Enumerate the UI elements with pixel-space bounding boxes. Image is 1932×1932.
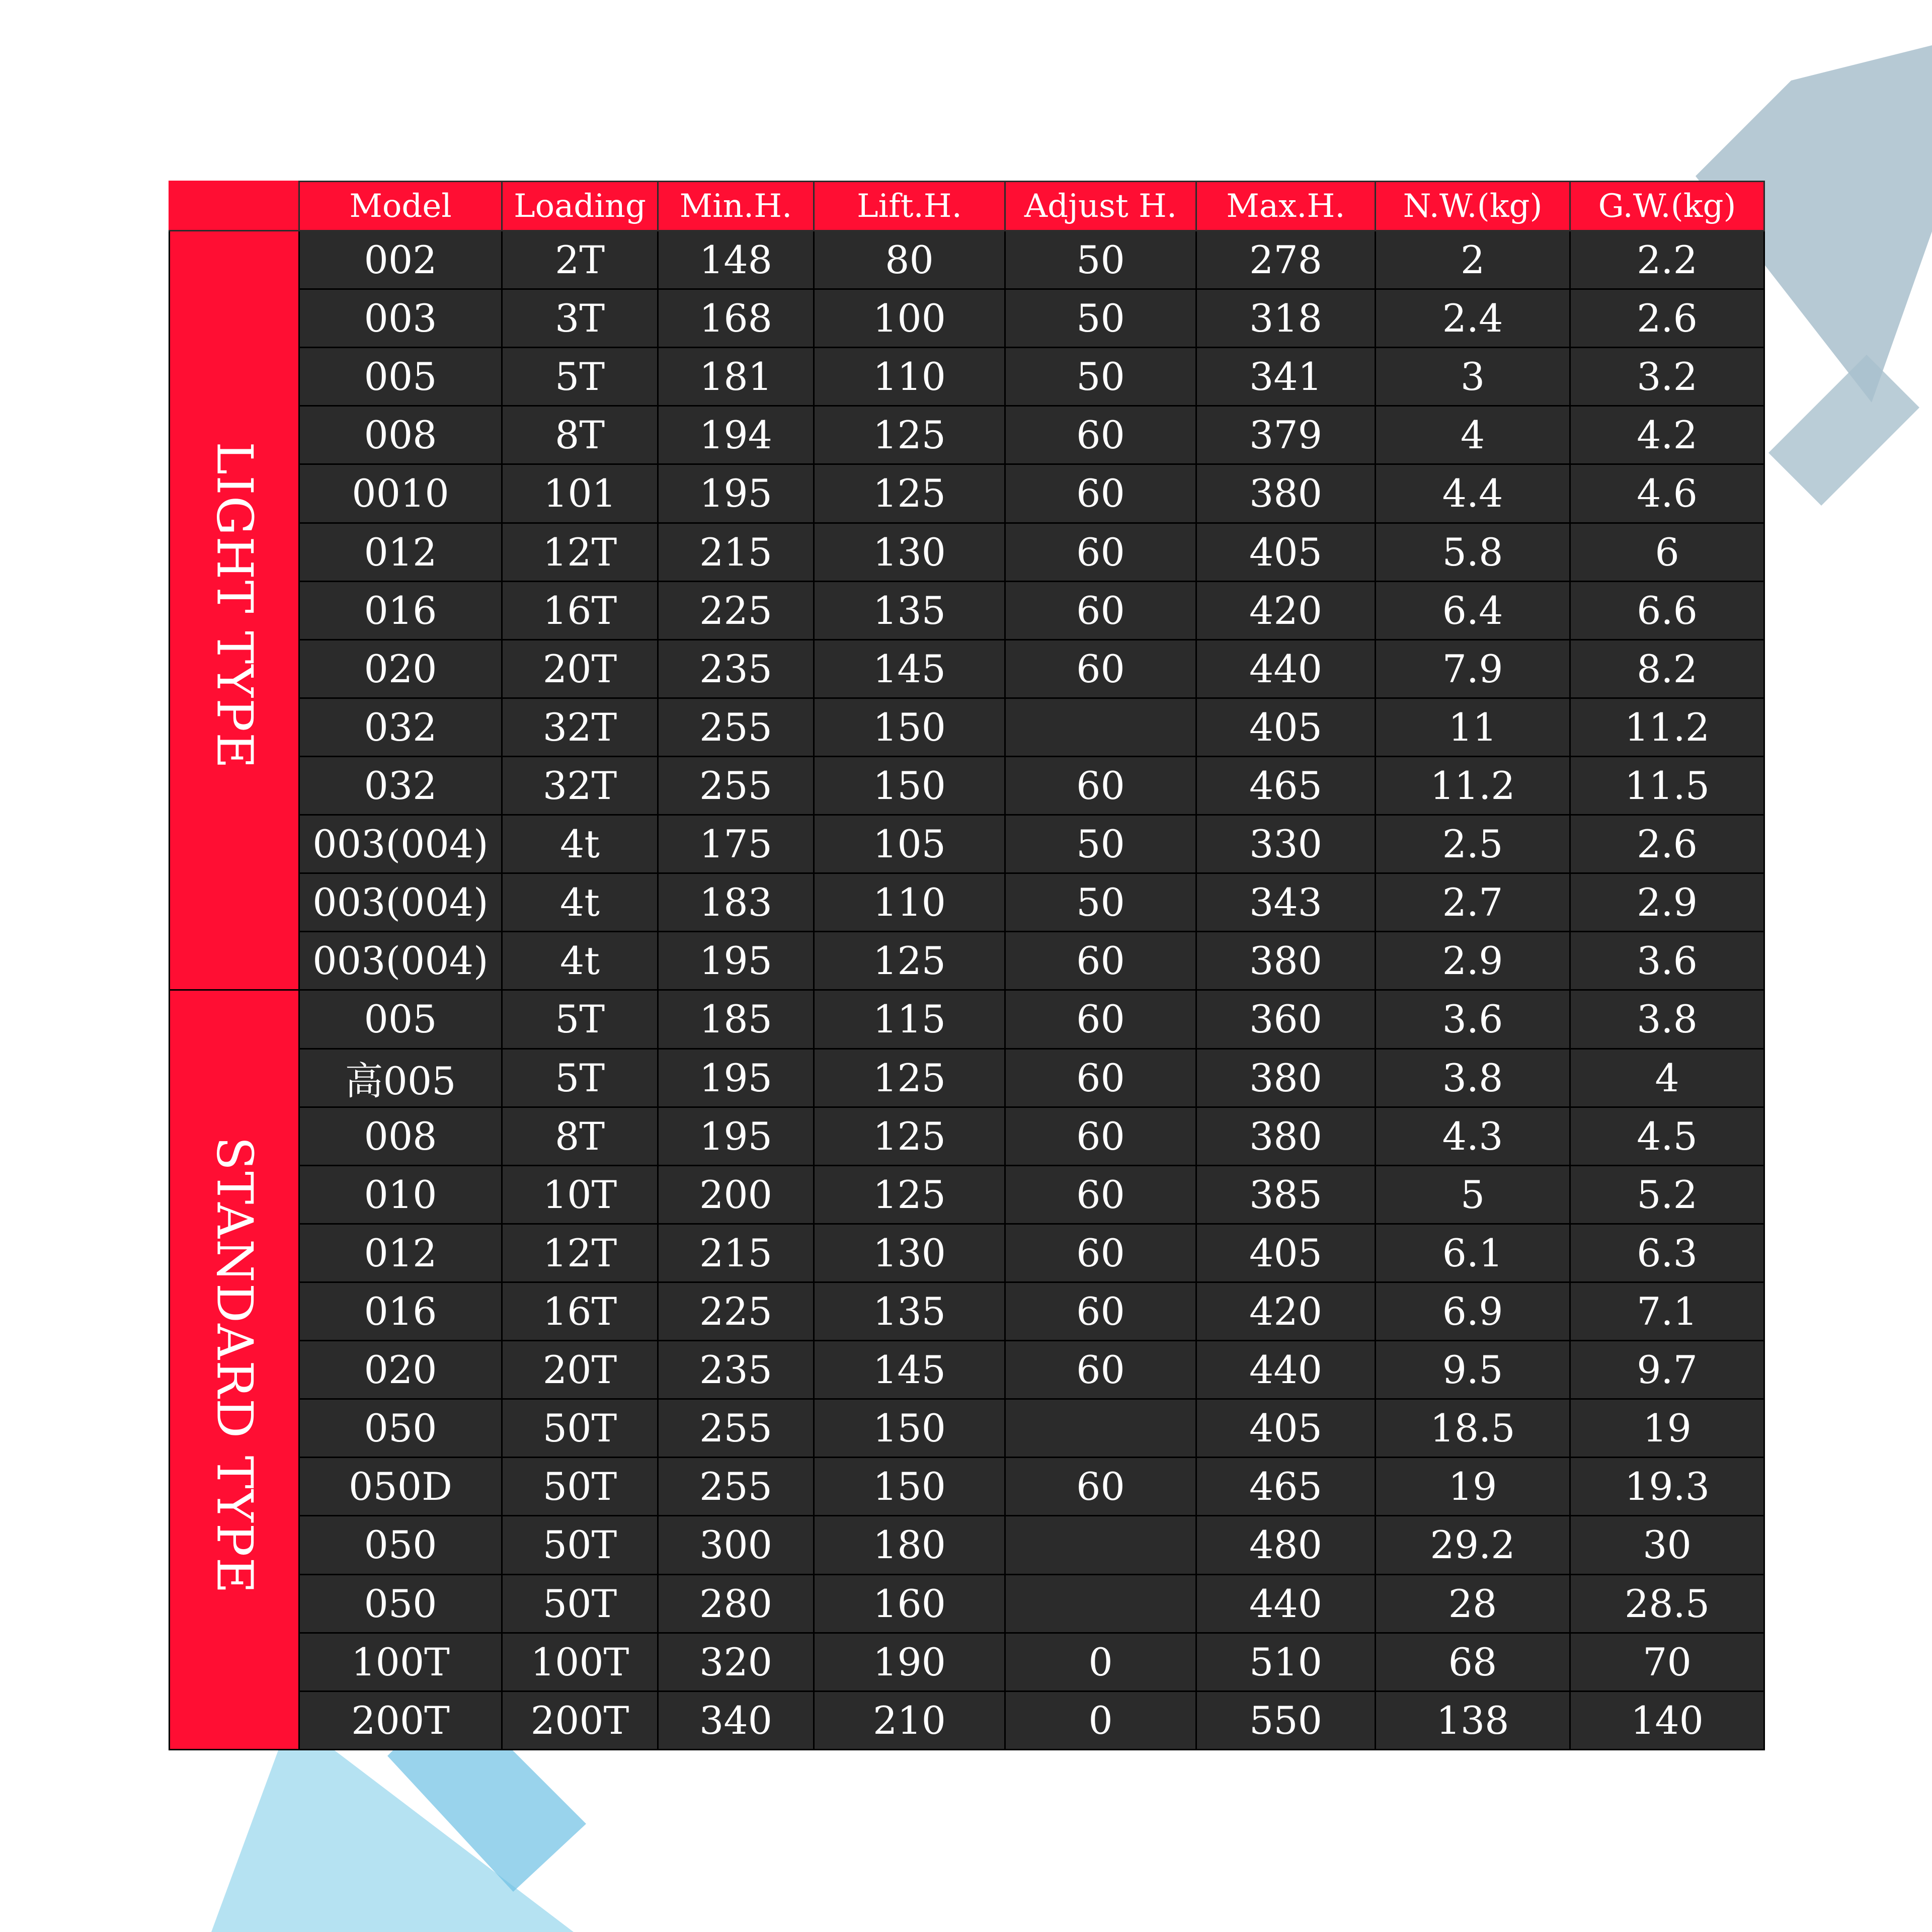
- cell-model: 002: [299, 231, 502, 289]
- cell-model: 高005: [299, 1049, 502, 1107]
- cell-adjust-height: 50: [1005, 289, 1196, 348]
- cell-loading: 12T: [502, 1224, 658, 1282]
- cell-min-height: 168: [658, 289, 814, 348]
- cell-net-weight: 6.1: [1376, 1224, 1570, 1282]
- header-corner: [170, 182, 299, 231]
- cell-max-height: 405: [1196, 698, 1376, 756]
- cell-adjust-height: 60: [1005, 1282, 1196, 1340]
- table-row: [170, 1049, 1764, 1107]
- cell-gross-weight: 6.6: [1570, 581, 1764, 639]
- cell-loading: 20T: [502, 1341, 658, 1399]
- cell-gross-weight: 8.2: [1570, 639, 1764, 698]
- table-row: [170, 1165, 1764, 1224]
- cell-lift-height: 135: [814, 1282, 1005, 1340]
- cell-adjust-height: 60: [1005, 464, 1196, 523]
- header-model: Model: [299, 182, 502, 231]
- cell-adjust-height: 60: [1005, 1458, 1196, 1516]
- cell-lift-height: 145: [814, 1341, 1005, 1399]
- cell-loading: 16T: [502, 1282, 658, 1340]
- cell-net-weight: 9.5: [1376, 1341, 1570, 1399]
- cell-loading: 20T: [502, 639, 658, 698]
- cell-model: 050: [299, 1399, 502, 1458]
- cell-adjust-height: 60: [1005, 523, 1196, 581]
- table-row: [170, 406, 1764, 464]
- cell-adjust-height: 0: [1005, 1633, 1196, 1691]
- header-loading: Loading: [502, 182, 658, 231]
- cell-loading: 8T: [502, 406, 658, 464]
- cell-adjust-height: [1005, 1516, 1196, 1574]
- cell-net-weight: 11: [1376, 698, 1570, 756]
- cell-lift-height: 115: [814, 990, 1005, 1049]
- table-row: [170, 1691, 1764, 1749]
- table-row: [170, 1282, 1764, 1340]
- cell-net-weight: 2.4: [1376, 289, 1570, 348]
- cell-lift-height: 145: [814, 639, 1005, 698]
- cell-model: 005: [299, 348, 502, 406]
- cell-model: 003(004): [299, 873, 502, 932]
- cell-loading: 32T: [502, 756, 658, 815]
- cell-model: 100T: [299, 1633, 502, 1691]
- cell-lift-height: 100: [814, 289, 1005, 348]
- table-row: [170, 1516, 1764, 1574]
- cell-net-weight: 6.4: [1376, 581, 1570, 639]
- table-row: [170, 1341, 1764, 1399]
- cell-net-weight: 4.3: [1376, 1107, 1570, 1165]
- cell-gross-weight: 11.2: [1570, 698, 1764, 756]
- cell-max-height: 278: [1196, 231, 1376, 289]
- cell-max-height: 405: [1196, 1399, 1376, 1458]
- cell-gross-weight: 28.5: [1570, 1574, 1764, 1633]
- cell-net-weight: 28: [1376, 1574, 1570, 1633]
- cell-min-height: 194: [658, 406, 814, 464]
- cell-model: 012: [299, 1224, 502, 1282]
- header-min-height: Min.H.: [658, 182, 814, 231]
- cell-model: 050: [299, 1516, 502, 1574]
- cell-net-weight: 2.5: [1376, 815, 1570, 873]
- cell-gross-weight: 3.8: [1570, 990, 1764, 1049]
- cell-lift-height: 210: [814, 1691, 1005, 1749]
- cell-min-height: 200: [658, 1165, 814, 1224]
- specification-table: [169, 181, 1765, 1750]
- cell-lift-height: 125: [814, 932, 1005, 990]
- cell-model: 050D: [299, 1458, 502, 1516]
- cell-loading: 4t: [502, 873, 658, 932]
- cell-net-weight: 5.8: [1376, 523, 1570, 581]
- cell-min-height: 215: [658, 523, 814, 581]
- cell-gross-weight: 4.6: [1570, 464, 1764, 523]
- cell-adjust-height: 60: [1005, 1224, 1196, 1282]
- cell-max-height: 420: [1196, 1282, 1376, 1340]
- cell-loading: 50T: [502, 1574, 658, 1633]
- cell-max-height: 510: [1196, 1633, 1376, 1691]
- cell-gross-weight: 2.9: [1570, 873, 1764, 932]
- cell-gross-weight: 6.3: [1570, 1224, 1764, 1282]
- cell-lift-height: 110: [814, 873, 1005, 932]
- cell-gross-weight: 4.5: [1570, 1107, 1764, 1165]
- cell-max-height: 385: [1196, 1165, 1376, 1224]
- cell-adjust-height: 60: [1005, 1165, 1196, 1224]
- cell-min-height: 185: [658, 990, 814, 1049]
- cell-lift-height: 180: [814, 1516, 1005, 1574]
- cell-adjust-height: 50: [1005, 815, 1196, 873]
- cell-gross-weight: 11.5: [1570, 756, 1764, 815]
- cell-loading: 12T: [502, 523, 658, 581]
- cell-loading: 50T: [502, 1458, 658, 1516]
- cell-model: 032: [299, 756, 502, 815]
- cell-lift-height: 190: [814, 1633, 1005, 1691]
- cell-model: 020: [299, 639, 502, 698]
- cell-gross-weight: 30: [1570, 1516, 1764, 1574]
- cell-model: 003(004): [299, 932, 502, 990]
- cell-gross-weight: 140: [1570, 1691, 1764, 1749]
- cell-lift-height: 125: [814, 464, 1005, 523]
- cell-adjust-height: 50: [1005, 231, 1196, 289]
- cell-lift-height: 110: [814, 348, 1005, 406]
- cell-net-weight: 138: [1376, 1691, 1570, 1749]
- cell-max-height: 380: [1196, 932, 1376, 990]
- cell-loading: 4t: [502, 815, 658, 873]
- cell-net-weight: 2.9: [1376, 932, 1570, 990]
- header-lift-height: Lift.H.: [814, 182, 1005, 231]
- cell-loading: 4t: [502, 932, 658, 990]
- cell-model: 016: [299, 581, 502, 639]
- cell-model: 0010: [299, 464, 502, 523]
- cell-gross-weight: 7.1: [1570, 1282, 1764, 1340]
- cell-net-weight: 7.9: [1376, 639, 1570, 698]
- cell-net-weight: 3.8: [1376, 1049, 1570, 1107]
- cell-lift-height: 125: [814, 1049, 1005, 1107]
- cell-gross-weight: 2.6: [1570, 815, 1764, 873]
- cell-adjust-height: 60: [1005, 1049, 1196, 1107]
- cell-adjust-height: 50: [1005, 873, 1196, 932]
- table-row: [170, 873, 1764, 932]
- cell-lift-height: 160: [814, 1574, 1005, 1633]
- cell-max-height: 405: [1196, 523, 1376, 581]
- cell-max-height: 341: [1196, 348, 1376, 406]
- cell-min-height: 235: [658, 639, 814, 698]
- cell-min-height: 280: [658, 1574, 814, 1633]
- table-row: [170, 1633, 1764, 1691]
- cell-loading: 16T: [502, 581, 658, 639]
- cell-adjust-height: 60: [1005, 932, 1196, 990]
- cell-min-height: 175: [658, 815, 814, 873]
- cell-lift-height: 125: [814, 406, 1005, 464]
- cell-adjust-height: 60: [1005, 756, 1196, 815]
- cell-max-height: 440: [1196, 1574, 1376, 1633]
- cell-loading: 100T: [502, 1633, 658, 1691]
- cell-loading: 3T: [502, 289, 658, 348]
- table-row: [170, 231, 1764, 289]
- cell-net-weight: 5: [1376, 1165, 1570, 1224]
- cell-adjust-height: [1005, 1399, 1196, 1458]
- cell-min-height: 340: [658, 1691, 814, 1749]
- cell-adjust-height: 0: [1005, 1691, 1196, 1749]
- table-row: [170, 815, 1764, 873]
- cell-min-height: 195: [658, 1049, 814, 1107]
- cell-max-height: 360: [1196, 990, 1376, 1049]
- cell-gross-weight: 9.7: [1570, 1341, 1764, 1399]
- table-body: [170, 231, 1764, 1750]
- cell-net-weight: 68: [1376, 1633, 1570, 1691]
- table-row: [170, 932, 1764, 990]
- cell-lift-height: 105: [814, 815, 1005, 873]
- cell-max-height: 440: [1196, 1341, 1376, 1399]
- header-gross-weight: G.W.(kg): [1570, 182, 1764, 231]
- cell-model: 016: [299, 1282, 502, 1340]
- cell-loading: 8T: [502, 1107, 658, 1165]
- cell-model: 010: [299, 1165, 502, 1224]
- cell-loading: 5T: [502, 990, 658, 1049]
- cell-min-height: 215: [658, 1224, 814, 1282]
- cell-net-weight: 3.6: [1376, 990, 1570, 1049]
- table-row: [170, 756, 1764, 815]
- cell-loading: 200T: [502, 1691, 658, 1749]
- table-row: [170, 698, 1764, 756]
- cell-max-height: 380: [1196, 1049, 1376, 1107]
- cell-lift-height: 125: [814, 1165, 1005, 1224]
- cell-max-height: 380: [1196, 1107, 1376, 1165]
- cell-max-height: 465: [1196, 1458, 1376, 1516]
- cell-model: 200T: [299, 1691, 502, 1749]
- cell-model: 003: [299, 289, 502, 348]
- cell-max-height: 330: [1196, 815, 1376, 873]
- cell-lift-height: 150: [814, 756, 1005, 815]
- cell-adjust-height: 60: [1005, 990, 1196, 1049]
- cell-gross-weight: 2.2: [1570, 231, 1764, 289]
- table-row: [170, 990, 1764, 1049]
- cell-max-height: 465: [1196, 756, 1376, 815]
- cell-min-height: 195: [658, 464, 814, 523]
- cell-max-height: 440: [1196, 639, 1376, 698]
- header-row: [170, 182, 1764, 231]
- cell-model: 020: [299, 1341, 502, 1399]
- cell-lift-height: 150: [814, 1399, 1005, 1458]
- cell-min-height: 225: [658, 581, 814, 639]
- cell-max-height: 343: [1196, 873, 1376, 932]
- cell-gross-weight: 19.3: [1570, 1458, 1764, 1516]
- cell-adjust-height: 60: [1005, 1341, 1196, 1399]
- cell-max-height: 380: [1196, 464, 1376, 523]
- cell-gross-weight: 70: [1570, 1633, 1764, 1691]
- cell-model: 032: [299, 698, 502, 756]
- table-row: [170, 639, 1764, 698]
- cell-lift-height: 135: [814, 581, 1005, 639]
- cell-net-weight: 6.9: [1376, 1282, 1570, 1340]
- cell-model: 003(004): [299, 815, 502, 873]
- cell-min-height: 195: [658, 1107, 814, 1165]
- group-label: LIGHT TYPE: [205, 442, 263, 770]
- cell-adjust-height: [1005, 698, 1196, 756]
- table-row: [170, 1224, 1764, 1282]
- group-cell: [170, 231, 299, 990]
- header-max-height: Max.H.: [1196, 182, 1376, 231]
- cell-net-weight: 2: [1376, 231, 1570, 289]
- table-row: [170, 464, 1764, 523]
- cell-loading: 5T: [502, 348, 658, 406]
- cell-gross-weight: 4: [1570, 1049, 1764, 1107]
- cell-lift-height: 80: [814, 231, 1005, 289]
- cell-loading: 32T: [502, 698, 658, 756]
- cell-loading: 2T: [502, 231, 658, 289]
- cell-loading: 101: [502, 464, 658, 523]
- cell-max-height: 405: [1196, 1224, 1376, 1282]
- cell-gross-weight: 19: [1570, 1399, 1764, 1458]
- cell-adjust-height: 60: [1005, 1107, 1196, 1165]
- cell-min-height: 255: [658, 1458, 814, 1516]
- cell-min-height: 195: [658, 932, 814, 990]
- cell-min-height: 183: [658, 873, 814, 932]
- table-row: [170, 1399, 1764, 1458]
- cell-gross-weight: 2.6: [1570, 289, 1764, 348]
- cell-min-height: 235: [658, 1341, 814, 1399]
- cell-min-height: 255: [658, 1399, 814, 1458]
- cell-min-height: 320: [658, 1633, 814, 1691]
- cell-net-weight: 3: [1376, 348, 1570, 406]
- cell-gross-weight: 3.2: [1570, 348, 1764, 406]
- cell-gross-weight: 4.2: [1570, 406, 1764, 464]
- cell-net-weight: 4.4: [1376, 464, 1570, 523]
- cell-max-height: 379: [1196, 406, 1376, 464]
- cell-gross-weight: 3.6: [1570, 932, 1764, 990]
- table-row: [170, 1458, 1764, 1516]
- cell-max-height: 420: [1196, 581, 1376, 639]
- cell-model: 005: [299, 990, 502, 1049]
- cell-loading: 50T: [502, 1399, 658, 1458]
- cell-net-weight: 11.2: [1376, 756, 1570, 815]
- cell-min-height: 181: [658, 348, 814, 406]
- table-row: [170, 289, 1764, 348]
- cell-min-height: 255: [658, 698, 814, 756]
- group-cell: [170, 990, 299, 1750]
- cell-net-weight: 2.7: [1376, 873, 1570, 932]
- cell-min-height: 225: [658, 1282, 814, 1340]
- cell-lift-height: 150: [814, 698, 1005, 756]
- cell-net-weight: 29.2: [1376, 1516, 1570, 1574]
- cell-max-height: 318: [1196, 289, 1376, 348]
- table-row: [170, 1574, 1764, 1633]
- cell-model: 008: [299, 1107, 502, 1165]
- cell-min-height: 148: [658, 231, 814, 289]
- cell-lift-height: 150: [814, 1458, 1005, 1516]
- cell-lift-height: 130: [814, 523, 1005, 581]
- table-row: [170, 348, 1764, 406]
- cell-model: 008: [299, 406, 502, 464]
- cell-loading: 50T: [502, 1516, 658, 1574]
- cell-net-weight: 18.5: [1376, 1399, 1570, 1458]
- cell-adjust-height: 60: [1005, 581, 1196, 639]
- cell-gross-weight: 6: [1570, 523, 1764, 581]
- cell-loading: 5T: [502, 1049, 658, 1107]
- cell-adjust-height: 60: [1005, 639, 1196, 698]
- cell-adjust-height: 60: [1005, 406, 1196, 464]
- cell-loading: 10T: [502, 1165, 658, 1224]
- cell-max-height: 550: [1196, 1691, 1376, 1749]
- cell-min-height: 255: [658, 756, 814, 815]
- header-adjust-height: Adjust H.: [1005, 182, 1196, 231]
- cell-model: 012: [299, 523, 502, 581]
- cell-max-height: 480: [1196, 1516, 1376, 1574]
- group-label: STANDARD TYPE: [205, 1136, 263, 1594]
- cell-net-weight: 4: [1376, 406, 1570, 464]
- cell-model: 050: [299, 1574, 502, 1633]
- cell-net-weight: 19: [1376, 1458, 1570, 1516]
- table-row: [170, 581, 1764, 639]
- deco-square-top-right: [1768, 355, 1919, 506]
- cell-lift-height: 130: [814, 1224, 1005, 1282]
- table-row: [170, 523, 1764, 581]
- cell-lift-height: 125: [814, 1107, 1005, 1165]
- table-row: [170, 1107, 1764, 1165]
- cell-min-height: 300: [658, 1516, 814, 1574]
- cell-gross-weight: 5.2: [1570, 1165, 1764, 1224]
- cell-adjust-height: [1005, 1574, 1196, 1633]
- cell-adjust-height: 50: [1005, 348, 1196, 406]
- header-net-weight: N.W.(kg): [1376, 182, 1570, 231]
